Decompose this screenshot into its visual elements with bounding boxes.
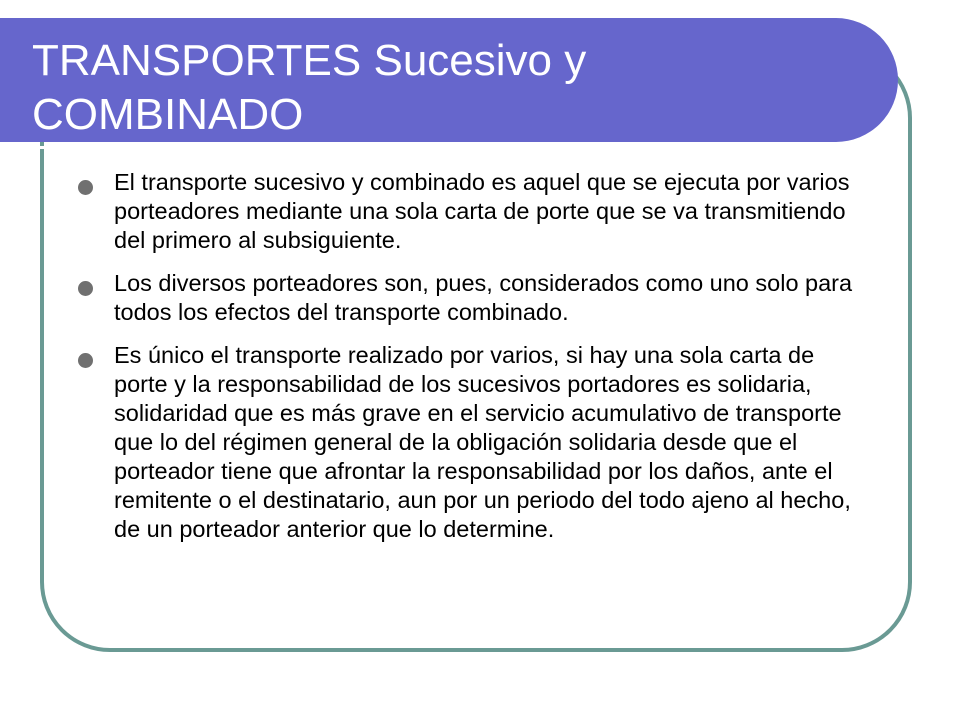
bullet-text: El transporte sucesivo y combinado es aquel que se ejecuta por varios porteadores mediante una sola carta de porte que se va transmitiendo del primero al subsiguiente. — [114, 169, 850, 253]
slide-title: TRANSPORTES Sucesivo y COMBINADO — [32, 36, 587, 139]
title-underline — [0, 146, 842, 149]
bullet-text: Los diversos porteadores son, pues, considerados como uno solo para todos los efectos del transporte combinado. — [114, 270, 853, 325]
bullet-list — [74, 168, 874, 558]
bullet-item — [74, 168, 874, 255]
bullet-dot-icon — [78, 353, 93, 368]
bullet-text: Es único el transporte realizado por varios, si hay una sola carta de porte y la responsabilidad de los sucesivos portadores es solidaria, solidaridad que es más grave en el servicio acumulativo de transporte que lo del régimen general de la obligación solidaria desde que el porteador tiene que afrontar la responsabilidad por los daños, ante el remitente o el destinatario, aun por un periodo del todo ajeno al hecho, de un porteador anterior que lo determine. — [114, 342, 851, 542]
bullet-item — [74, 269, 874, 327]
bullet-dot-icon — [78, 180, 93, 195]
title-bar — [0, 18, 898, 142]
bullet-item — [74, 341, 874, 544]
bullet-dot-icon — [78, 281, 93, 296]
